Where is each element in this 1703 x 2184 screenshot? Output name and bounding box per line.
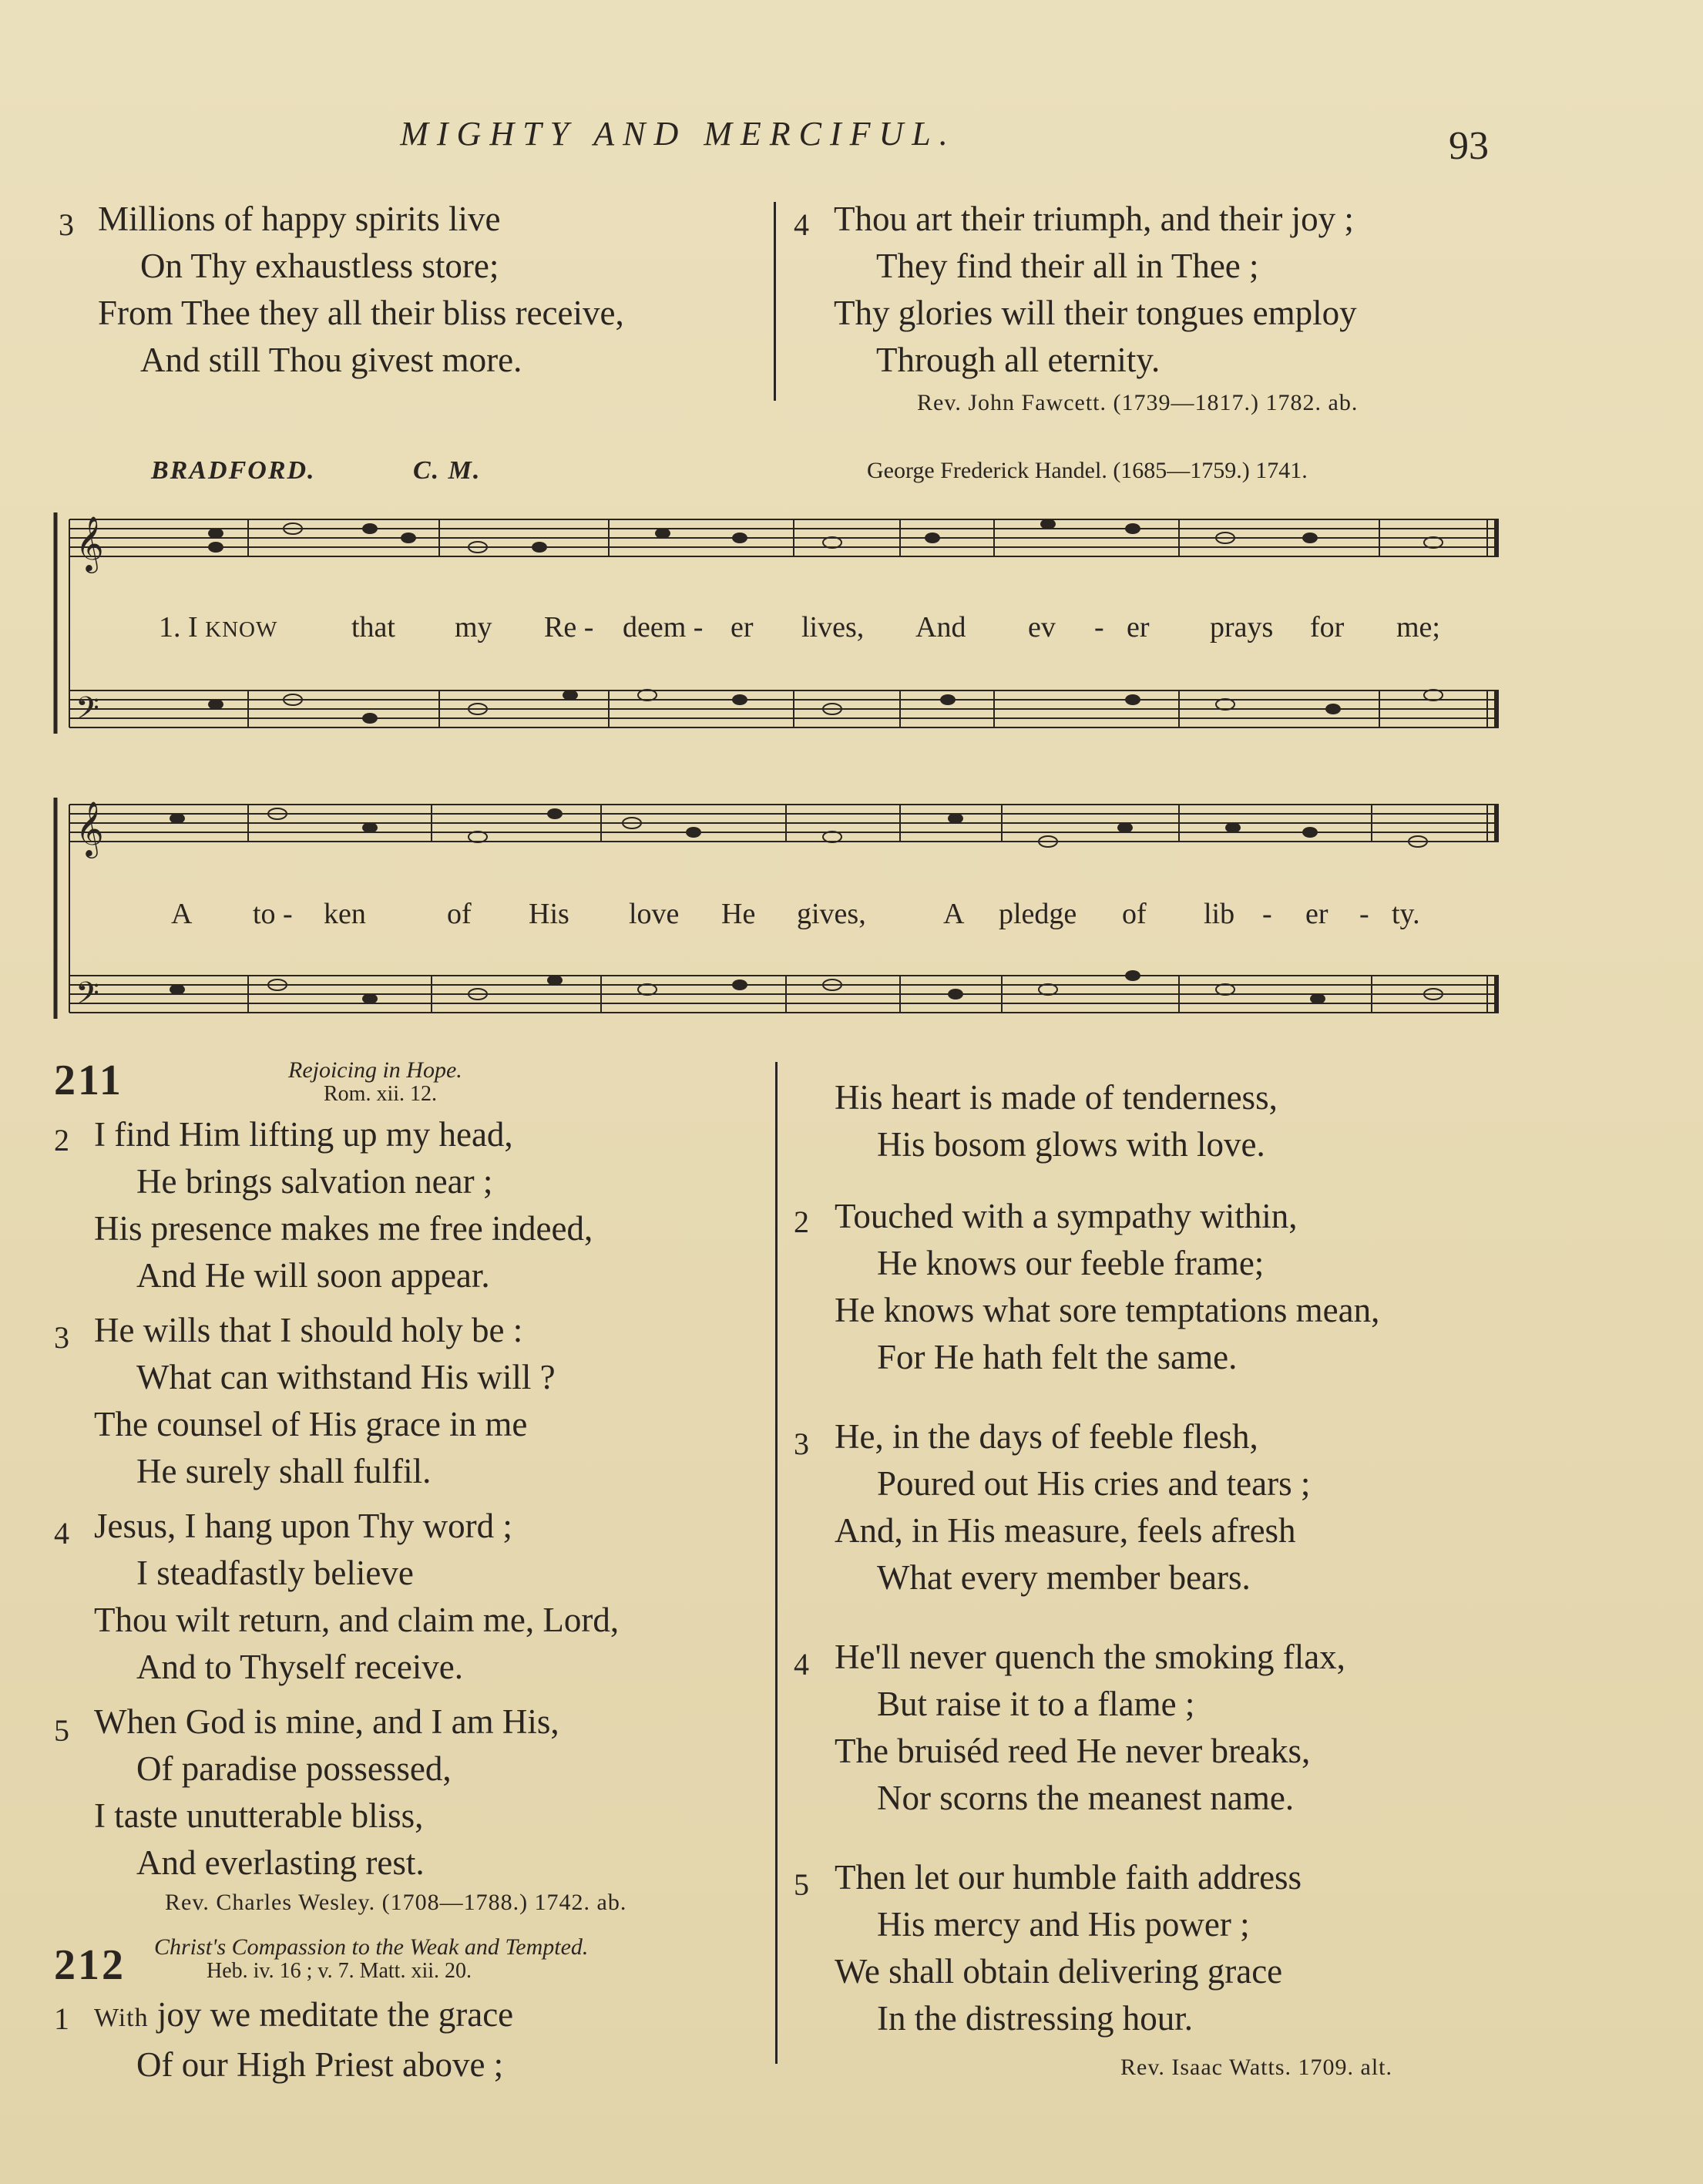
lyric-syllable: love — [629, 898, 680, 930]
lyric-syllable: of — [1122, 898, 1147, 930]
lyric-syllable: pledge — [999, 898, 1077, 930]
lyric-syllable: lib — [1204, 898, 1235, 930]
verse-line: And still Thou givest more. — [140, 341, 522, 379]
lyric-syllable: His — [529, 898, 569, 930]
lyric-syllable: - — [1359, 898, 1369, 930]
lyric-syllable: - — [1262, 898, 1272, 930]
hymn-title: Rejoicing in Hope. — [288, 1057, 462, 1083]
scripture-reference: Rom. xii. 12. — [324, 1082, 438, 1106]
column-rule — [774, 202, 776, 401]
hymn-211-stanza-2 — [94, 1111, 593, 1299]
verse-line: Thy glories will their tongues employ — [834, 294, 1357, 332]
verse-line — [94, 1991, 513, 2041]
lyric-syllable: er — [1305, 898, 1328, 930]
verse-line: His heart is made of tenderness, — [835, 1078, 1278, 1117]
lyric-syllable: my — [455, 611, 492, 643]
verse-line: His bosom glows with love. — [877, 1125, 1265, 1164]
treble-clef: 𝄞 — [76, 803, 104, 855]
lyric-syllable: KNOW — [205, 617, 278, 642]
verse-line-text: joy we meditate the grace — [148, 1995, 514, 2034]
verse-line: The counsel of His grace in me — [94, 1405, 528, 1443]
bass-staff — [69, 690, 1499, 727]
hymn-211-stanza-4 — [94, 1503, 619, 1691]
lyric-syllable: ty. — [1392, 898, 1420, 930]
tune-meter: C. M. — [413, 456, 482, 485]
lyric-syllable: me; — [1396, 611, 1440, 643]
verse-line: When God is mine, and I am His, — [94, 1702, 559, 1741]
stanza-number: 4 — [794, 1647, 809, 1682]
verse-line: Of paradise possessed, — [136, 1749, 452, 1788]
tune-composer: George Frederick Handel. (1685—1759.) 1741. — [867, 458, 1308, 483]
verse-line: He, in the days of feeble flesh, — [835, 1417, 1258, 1456]
verse-line: His presence makes me free indeed, — [94, 1209, 593, 1248]
lyric-syllable: to - — [253, 898, 293, 930]
lyric-syllable: - — [1094, 611, 1104, 643]
first-word: With — [94, 2004, 149, 2032]
music-score — [0, 493, 1703, 1048]
author-attribution: Rev. John Fawcett. (1739—1817.) 1782. ab. — [917, 390, 1359, 415]
page-number: 93 — [1449, 124, 1489, 168]
hymn-211-stanza-5 — [94, 1698, 559, 1887]
verse-line: On Thy exhaustless store; — [140, 247, 499, 285]
stanza-number: 3 — [59, 207, 74, 242]
verse-line: What can withstand His will ? — [136, 1358, 556, 1396]
verse-line: But raise it to a flame ; — [877, 1685, 1195, 1723]
bass-clef: 𝄢 — [76, 977, 99, 1018]
verse-line: And everlasting rest. — [136, 1843, 425, 1882]
prev-hymn-stanza-3 — [98, 196, 624, 384]
scripture-reference: Heb. iv. 16 ; v. 7. Matt. xii. 20. — [207, 1959, 472, 1983]
lyric-syllable: Re - — [544, 611, 594, 643]
verse-line: And to Thyself receive. — [136, 1648, 464, 1686]
verse-line: In the distressing hour. — [877, 1999, 1193, 2038]
verse-line: From Thee they all their bliss receive, — [98, 294, 624, 332]
stanza-number: 5 — [54, 1713, 69, 1748]
hymn-211-stanza-3 — [94, 1307, 556, 1495]
lyric-syllable: prays — [1210, 611, 1274, 643]
verse-line: Nor scorns the meanest name. — [877, 1779, 1295, 1817]
treble-staff — [69, 519, 1499, 556]
lyric-syllable: er — [1127, 611, 1150, 643]
hymn-number: 211 — [54, 1057, 123, 1104]
verse-line: Millions of happy spirits live — [98, 200, 501, 238]
barlines — [248, 519, 1496, 727]
hymn-number: 212 — [54, 1941, 126, 1989]
hymn-212-stanza-3 — [835, 1413, 1310, 1601]
verse-line: He knows our feeble frame; — [877, 1244, 1265, 1282]
verse-line: Jesus, I hang upon Thy word ; — [94, 1507, 512, 1545]
lyric-syllable: er — [731, 611, 754, 643]
stanza-number: 3 — [54, 1320, 69, 1355]
verse-line: His mercy and His power ; — [877, 1905, 1250, 1944]
bass-clef: 𝄢 — [76, 692, 99, 733]
verse-line: I taste unutterable bliss, — [94, 1796, 424, 1835]
prev-hymn-stanza-4 — [834, 196, 1357, 384]
verse-line: He brings salvation near ; — [136, 1162, 493, 1201]
verse-line: We shall obtain delivering grace — [835, 1952, 1283, 1991]
verse-line: Touched with a sympathy within, — [835, 1197, 1298, 1235]
verse-line: I steadfastly believe — [136, 1554, 414, 1592]
verse-line: Then let our humble faith address — [835, 1858, 1302, 1897]
stanza-number: 2 — [54, 1123, 69, 1158]
stanza-number: 5 — [794, 1867, 809, 1902]
verse-line: For He hath felt the same. — [877, 1338, 1238, 1376]
hymn-212-stanza-1 — [94, 1991, 513, 2088]
lyric-syllable: lives, — [801, 611, 865, 643]
lyric-first — [159, 610, 277, 644]
verse-line: What every member bears. — [877, 1558, 1251, 1597]
stanza-number: 2 — [794, 1205, 809, 1239]
hymn-212-stanza-2 — [835, 1193, 1379, 1381]
treble-clef: 𝄞 — [76, 518, 104, 570]
running-title: MIGHTY AND MERCIFUL. — [400, 115, 956, 153]
lyric-syllable: He — [721, 898, 756, 930]
lyric-syllable: for — [1310, 611, 1345, 643]
verse-line: Through all eternity. — [876, 341, 1161, 379]
lyric-syllable: 1. I — [159, 611, 198, 643]
verse-line: The bruiséd reed He never breaks, — [835, 1732, 1311, 1770]
verse-line: And He will soon appear. — [136, 1256, 490, 1295]
stanza-number: 3 — [794, 1426, 809, 1461]
lyric-syllable: A — [943, 898, 965, 930]
verse-line: They find their all in Thee ; — [876, 247, 1259, 285]
lyric-syllable: deem - — [623, 611, 704, 643]
stanza-number: 4 — [794, 207, 809, 242]
verse-line: I find Him lifting up my head, — [94, 1115, 513, 1154]
hymn-212-stanza-1-continued — [835, 1074, 1278, 1168]
verse-line: He wills that I should holy be : — [94, 1311, 523, 1349]
verse-line: Poured out His cries and tears ; — [877, 1464, 1311, 1503]
tune-name: BRADFORD. — [151, 456, 316, 485]
lyric-syllable: And — [915, 611, 966, 643]
lyric-syllable: gives, — [797, 898, 866, 930]
verse-line: Thou art their triumph, and their joy ; — [834, 200, 1354, 238]
verse-line: He surely shall fulfil. — [136, 1452, 432, 1490]
stanza-number: 4 — [54, 1516, 69, 1551]
stanza-number: 1 — [54, 2001, 69, 2036]
verse-line: He knows what sore temptations mean, — [835, 1291, 1380, 1329]
author-attribution: Rev. Charles Wesley. (1708—1788.) 1742. ab. — [165, 1890, 627, 1915]
verse-line: Of our High Priest above ; — [136, 2045, 504, 2084]
lyric-syllable: of — [447, 898, 472, 930]
lyric-syllable: that — [351, 611, 395, 643]
verse-line: He'll never quench the smoking flax, — [835, 1638, 1345, 1676]
verse-line: And, in His measure, feels afresh — [835, 1511, 1296, 1550]
lyric-syllable: A — [171, 898, 193, 930]
verse-line: Thou wilt return, and claim me, Lord, — [94, 1601, 620, 1639]
column-rule — [775, 1062, 778, 2064]
hymn-title: Christ's Compassion to the Weak and Tempted. — [154, 1934, 589, 1960]
lyric-syllable: ken — [324, 898, 366, 930]
hymn-212-stanza-4 — [835, 1634, 1345, 1822]
author-attribution: Rev. Isaac Watts. 1709. alt. — [1120, 2055, 1393, 2080]
lyric-syllable: ev — [1028, 611, 1056, 643]
hymn-212-stanza-5 — [835, 1854, 1302, 2042]
